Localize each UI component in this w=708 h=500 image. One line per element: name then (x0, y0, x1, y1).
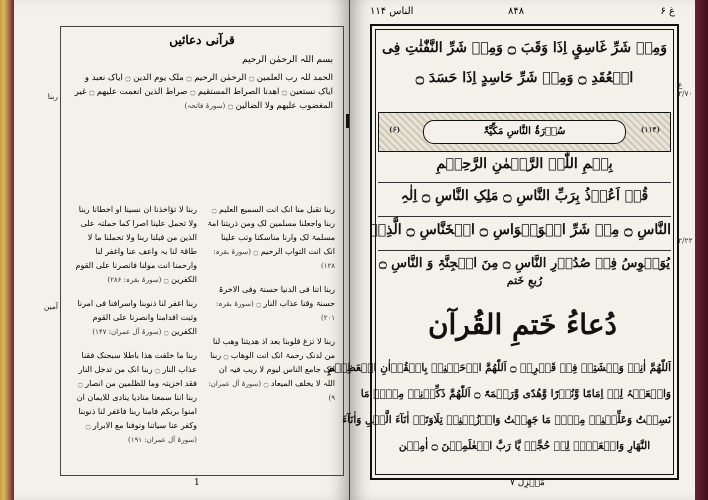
dua-title: دُعاءُ خَتمِ القُرآن (427, 308, 617, 341)
left-page (14, 0, 349, 500)
side-note: آمین (43, 302, 58, 311)
dua-reference: (سورۃ بقرہ: ۲۰۱) (216, 300, 335, 322)
duas-frame (60, 26, 344, 476)
header-page-number: ۸۴۸ (508, 6, 525, 17)
verse-line: وَمِنۡ شَرِّ غَاسِقٍ اِذَا وَقَبَ ۝ وَمِنۡ شَرِّ النَّفّٰثٰتِ فِی (381, 40, 668, 56)
dua-text: ربنا اتنا فی الدنیا حسنۃ وفی الاخرۃ حسنۃ وقنا عذاب النار ۝ (218, 285, 335, 308)
dua-column-right (207, 203, 335, 415)
line-divider (378, 216, 671, 217)
dua-text: ربنا اغفر لنا ذنوبنا واسرافنا فی امرنا وثبت اقدامنا وانصرنا علی القوم الکفرین ۝ (77, 299, 197, 336)
verse-line: قُلۡ اَعُوۡذُ بِرَبِّ النَّاسِ ۝ مَلِکِ النَّاسِ ۝ اِلٰہِ (400, 188, 649, 204)
line-divider (378, 182, 671, 183)
verse-line: یُوَسۡوِسُ فِیۡ صُدُوۡرِ النَّاسِ ۝ مِنَ الۡجِنَّۃِ وَ النَّاسِ ۝ (378, 256, 670, 271)
bismillah: بسم اللہ الرحمٰن الرحیم (242, 55, 333, 65)
surah-header (378, 112, 671, 152)
dua-item (69, 297, 197, 339)
side-note: ربنا (47, 92, 58, 101)
page-header (370, 4, 675, 22)
margin-note: ۲/۲۲ (678, 236, 693, 245)
dua-item (207, 283, 335, 325)
dua-line: اَللّٰھُمَّ اٰنِسۡ وَحۡشَتِیۡ فِیۡ قَبۡرِیۡ ۝ اَللّٰھُمَّ ارۡحَمۡنِیۡ بِالۡقُرۡاٰنِ الۡعَظِیۡمِ (327, 362, 671, 374)
line-divider (378, 250, 671, 251)
header-right: غ ۶ (660, 6, 675, 17)
fatiha-verses: الحمد للہ رب العلمین ۝ الرحمٰن الرحیم ۝ ملک یوم الدین ۝ ایاک نعبد و ایاک نستعین ۝ اھدنا الصراط المستقیم ۝ صراط الذین انعمت علیھم ۝ غیر المغضوب علیھم ولا الضالین ۝ (74, 73, 333, 111)
dua-item (69, 203, 197, 287)
dua-text: ربنا لا تزغ قلوبنا بعد اذ ھدیتنا وھب لنا من لدنک رحمۃ انک انت الوھاب ۝ ربنا انک جامع الناس لیوم لا ریب فیہ ان اللہ لا یخلف المیعاد ۝ (210, 337, 335, 388)
page-marker (346, 114, 349, 128)
bismillah: بِسۡمِ اللّٰہِ الرَّحۡمٰنِ الرَّحِیۡمِ (436, 156, 613, 172)
dua-reference: (سورۃ آل عمران: ۱۹۱) (128, 436, 197, 444)
surah-name: سُوۡرَۃُ النَّاسِ مَکِّیَّۃٌ (423, 120, 626, 144)
dua-text: ربنا لا تؤاخذنا ان نسینا او اخطانا ربنا ولا تحمل علینا اصرا کما حملتہ علی الذین من قبلنا ربنا ولا تحملنا ما لا طاقۃ لنا بہ واعف عنا واغفر لنا وارحمنا انت مولنا فانصرنا علی القوم الکفرین ۝ (75, 205, 197, 284)
surah-number: (۱۱۴) (640, 125, 660, 134)
surah-ayat-count: (۶) (389, 125, 401, 134)
khatam-marker: رُبعِ خَتم (506, 274, 543, 287)
verse-line: النَّاسِ ۝ مِنۡ شَرِّ الۡوَسۡوَاسِ ۝ الۡخَنَّاسِ ۝ الَّذِیۡ (369, 222, 671, 238)
quran-frame (327, 24, 679, 480)
fatiha-reference: (سورۃ فاتحہ) (184, 102, 226, 110)
dua-text: ربنا ما خلقت ھذا باطلا سبحنک فقنا عذاب النار ۝ ربنا انک من تدخل النار فقد اخزیتہ وما للظلمین من انصار ۝ ربنا اننا سمعنا منادیا ینادی للایمان ان امنوا بربکم فامنا ربنا فاغفر لنا ذنوبنا وکفر عنا سیاتنا وتوفنا مع الابرار ۝ (76, 351, 197, 430)
dua-item (69, 349, 197, 447)
right-page (327, 0, 695, 500)
margin-note: ع ۲/۷۰ (678, 80, 693, 98)
dua-text: ربنا تقبل منا انک انت السمیع العلیم ۝ ربنا واجعلنا مسلمین لک ومن ذریتنا امۃ مسلمۃ لک وارنا مناسکنا وتب علینا انک انت التواب الرحیم ۝ (207, 205, 335, 256)
dua-reference: (سورۃ بقرہ: ۲۸۶) (107, 276, 162, 284)
dua-line: نَسِیۡتُ وَعَلِّمۡنِیۡ مِنۡہُ مَا جَھِلۡتُ وَارۡزُقۡنِیۡ تِلَاوَتَہٗ اٰنَآءَ الَّیۡلِ وَاٰنَآءَ (342, 414, 671, 426)
dua-column-left (69, 203, 197, 457)
dua-reference: (سورۃ بقرہ: ۱۲۸) (213, 248, 335, 270)
header-left: الناس ۱۱۴ (370, 6, 414, 17)
dua-reference: (سورۃ آل عمران: ۱۴۷) (92, 328, 162, 336)
verse-line: الۡعُقَدِ ۝ وَمِنۡ شَرِّ حَاسِدٍ اِذَا حَسَدَ ۝ (415, 70, 634, 86)
page-title: قرآنی دعائیں (169, 33, 235, 47)
page-number: 1 (194, 478, 200, 488)
dua-line: النَّھَارِ وَاجۡعَلۡہُ لِیۡ حُجَّۃً یَّا رَبَّ الۡعٰلَمِیۡنَ ۝ اٰمِیۡن (398, 440, 651, 452)
dua-reference: (سورۃ آل عمران: ۹) (208, 380, 335, 402)
fatiha-text (71, 71, 333, 113)
quran-inner-frame (327, 29, 674, 475)
dua-item (207, 335, 335, 405)
manzil-footer: مَنۡزِل ۷ (510, 478, 545, 488)
dua-line: وَاجۡعَلۡہُ لِیۡ اِمَامًا وَّنُوۡرًا وَّھُدًی وَّرَحۡمَۃً ۝ اَللّٰھُمَّ ذَکِّرۡنِیۡ مِنۡہُ مَا (360, 388, 671, 400)
dua-item (207, 203, 335, 273)
